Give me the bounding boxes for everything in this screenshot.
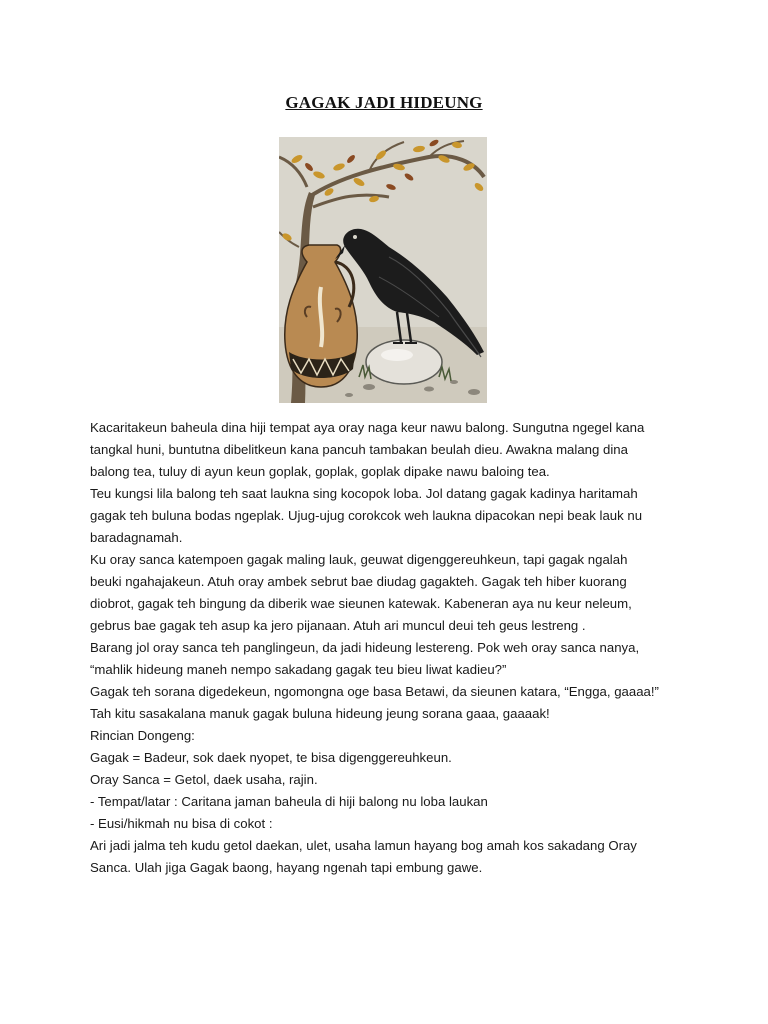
story-line: tangkal huni, buntutna dibelitkeun kana pancuh tambakan beulah dieu. Awakna malang dina — [90, 442, 628, 457]
crow-and-pitcher-illustration — [279, 137, 487, 403]
story-body — [90, 417, 690, 879]
story-line: Barang jol oray sanca teh panglingeun, da jadi hideung lestereng. Pok weh oray sanca nanya, — [90, 640, 640, 655]
story-line: gebrus bae gagak teh asup ka jero pijanaan. Atuh ari muncul deui teh geus lestreng . — [90, 618, 586, 633]
story-line: diobrot, gagak teh bingung da diberik wae sieunen katewak. Kabeneran aya nu keur neleum, — [90, 596, 632, 611]
story-line: baradagnamah. — [90, 530, 183, 545]
story-line: Gagak teh sorana digedekeun, ngomongna oge basa Betawi, da sieunen katara, “Engga, gaaaa!” — [90, 684, 659, 699]
story-line: “mahlik hideung maneh nempo sakadang gagak teu bieu liwat kadieu?” — [90, 662, 507, 677]
story-line: Ari jadi jalma teh kudu getol daekan, ulet, usaha lamun hayang bog amah kos sakadang Oray — [90, 838, 637, 853]
story-line: - Tempat/latar : Caritana jaman baheula di hiji balong nu loba laukan — [90, 794, 488, 809]
story-line: Tah kitu sasakalana manuk gagak buluna hideung jeung sorana gaaa, gaaaak! — [90, 706, 550, 721]
story-line: Gagak = Badeur, sok daek nyopet, te bisa digenggereuhkeun. — [90, 750, 452, 765]
story-line: beuki ngahajakeun. Atuh oray ambek sebrut bae diudag gagakteh. Gagak teh hiber kuorang — [90, 574, 627, 589]
story-line: Ku oray sanca katempoen gagak maling lauk, geuwat digenggereuhkeun, tapi gagak ngalah — [90, 552, 628, 567]
story-line: gagak teh buluna bodas ngeplak. Ujug-ujug corokcok weh laukna dipacokan nepi beak lauk nu — [90, 508, 643, 523]
document-title: GAGAK JADI HIDEUNG — [285, 93, 483, 112]
story-line: balong tea, tuluy di ayun keun goplak, goplak, goplak dipake nawu baloing tea. — [90, 464, 550, 479]
story-line: Kacaritakeun baheula dina hiji tempat aya oray naga keur nawu balong. Sungutna ngegel kana — [90, 420, 645, 435]
story-line: Teu kungsi lila balong teh saat laukna sing kocopok loba. Jol datang gagak kadinya haritamah — [90, 486, 638, 501]
story-details-heading: Rincian Dongeng: — [90, 728, 195, 743]
story-line: Sanca. Ulah jiga Gagak baong, hayang ngenah tapi embung gawe. — [90, 860, 483, 875]
story-line: - Eusi/hikmah nu bisa di cokot : — [90, 816, 273, 831]
story-line: Oray Sanca = Getol, daek usaha, rajin. — [90, 772, 318, 787]
